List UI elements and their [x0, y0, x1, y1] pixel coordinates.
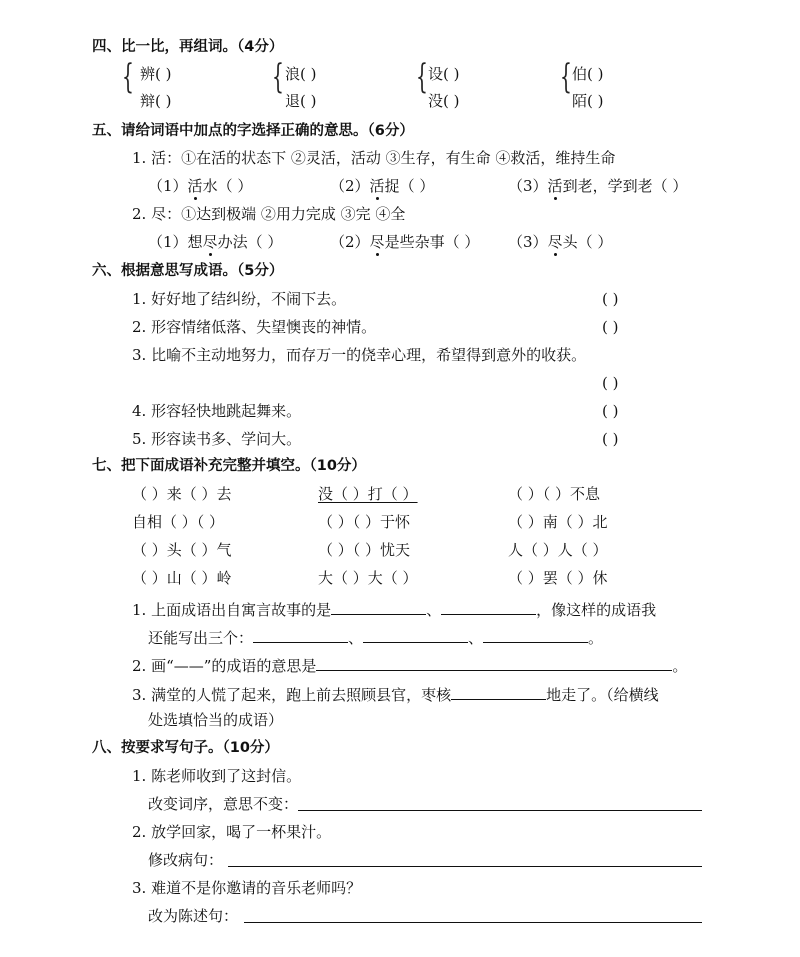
- answer-line-2[interactable]: [228, 866, 702, 867]
- idiom-8[interactable]: （ ）（ ）忧天: [318, 541, 411, 559]
- q1-item-1[interactable]: （1）活水（ ）: [148, 177, 253, 195]
- idiom-10[interactable]: （ ）山（ ）岭: [132, 569, 232, 587]
- answer-blank[interactable]: [483, 628, 588, 643]
- pair-4-top[interactable]: 伯( ): [572, 65, 604, 83]
- s6-item-3: 3. 比喻不主动地努力，而存万一的侥幸心理，希望得到意外的收获。: [132, 346, 587, 364]
- pair-2-top[interactable]: 浪( ): [285, 65, 317, 83]
- pair-3-top[interactable]: 设( ): [428, 65, 460, 83]
- s6-item-5: 5. 形容读书多、学问大。: [132, 430, 302, 448]
- idiom-4[interactable]: 自相（ ）（ ）: [132, 513, 225, 531]
- s6-item-1: 1. 好好地了结纠纷，不闹下去。: [132, 290, 347, 308]
- s7-q1-line2: 还能写出三个： 、 、 。: [148, 629, 604, 647]
- idiom-9[interactable]: 人（ ）人（ ）: [508, 541, 608, 559]
- emphasis-dot: 活: [187, 177, 203, 195]
- pair-1-bottom[interactable]: 辩( ): [140, 92, 172, 110]
- answer-line-1[interactable]: [298, 810, 702, 811]
- brace-icon: {: [272, 57, 284, 97]
- s6-answer-5[interactable]: ( ): [602, 430, 619, 448]
- q2-item-3[interactable]: （3）尽头（ ）: [508, 233, 613, 251]
- idiom-5[interactable]: （ ）（ ）于怀: [318, 513, 411, 531]
- q2-item-1[interactable]: （1）想尽办法（ ）: [148, 233, 283, 251]
- s6-answer-1[interactable]: ( ): [602, 290, 619, 308]
- idiom-3[interactable]: （ ）（ ）不息: [508, 485, 601, 503]
- s7-q3-line2: 处选填恰当的成语）: [148, 711, 284, 729]
- idiom-2[interactable]: 没（ ）打（ ）: [318, 485, 418, 503]
- brace-icon: {: [416, 57, 428, 97]
- section-4-title: 四、比一比，再组词。（4分）: [92, 39, 284, 55]
- brace-icon: {: [560, 57, 572, 97]
- answer-blank[interactable]: [253, 628, 348, 643]
- s8-sentence-3: 3. 难道不是你邀请的音乐老师吗？: [132, 879, 362, 897]
- q1-item-3[interactable]: （3）活到老，学到老（ ）: [508, 177, 688, 195]
- emphasis-dot: 尽: [547, 233, 563, 251]
- s6-answer-2[interactable]: ( ): [602, 318, 619, 336]
- pair-4-bottom[interactable]: 陌( ): [572, 92, 604, 110]
- s8-sentence-2: 2. 放学回家，喝了一杯果汁。: [132, 823, 332, 841]
- pair-3-bottom[interactable]: 没( ): [428, 92, 460, 110]
- s7-q3-line1: 3. 满堂的人慌了起来，跑上前去照顾县官，枣核 地走了。（给横线: [132, 686, 659, 704]
- answer-blank[interactable]: [441, 600, 536, 615]
- section-7-title: 七、把下面成语补充完整并填空。（10分）: [92, 458, 366, 474]
- s7-q2: 2. 画“——”的成语的意思是 。: [132, 657, 688, 675]
- idiom-12[interactable]: （ ）罢（ ）休: [508, 569, 608, 587]
- s7-q1-line1: 1. 上面成语出自寓言故事的是 、 ，像这样的成语我: [132, 601, 657, 619]
- q1-item-2[interactable]: （2）活捉（ ）: [330, 177, 435, 195]
- s8-task-2: 修改病句：: [148, 851, 224, 869]
- section-6-title: 六、根据意思写成语。（5分）: [92, 263, 284, 279]
- emphasis-dot: 活: [369, 177, 385, 195]
- idiom-1[interactable]: （ ）来（ ）去: [132, 485, 232, 503]
- q2-item-2[interactable]: （2）尽是些杂事（ ）: [330, 233, 480, 251]
- emphasis-dot: 活: [547, 177, 563, 195]
- q1-head: 1. 活：①在活的状态下 ②灵活，活动 ③生存，有生命 ④救活，维持生命: [132, 149, 616, 167]
- emphasis-dot: 尽: [369, 233, 385, 251]
- pair-2-bottom[interactable]: 退( ): [285, 92, 317, 110]
- brace-icon: {: [122, 57, 134, 97]
- section-5-title: 五、请给词语中加点的字选择正确的意思。（6分）: [92, 123, 414, 139]
- idiom-7[interactable]: （ ）头（ ）气: [132, 541, 232, 559]
- q2-head: 2. 尽：①达到极端 ②用力完成 ③完 ④全: [132, 205, 406, 223]
- idiom-11[interactable]: 大（ ）大（ ）: [318, 569, 418, 587]
- answer-blank[interactable]: [331, 600, 426, 615]
- s6-answer-4[interactable]: ( ): [602, 402, 619, 420]
- pair-1-top[interactable]: 辨( ): [140, 65, 172, 83]
- s8-task-1: 改变词序，意思不变：: [148, 795, 299, 813]
- s6-answer-3[interactable]: ( ): [602, 374, 619, 392]
- answer-blank[interactable]: [316, 656, 672, 671]
- q1-meanings: ①在活的状态下 ②灵活，活动 ③生存，有生命 ④救活，维持生命: [181, 149, 616, 167]
- s6-item-2: 2. 形容情绪低落、失望懊丧的神情。: [132, 318, 377, 336]
- section-8-title: 八、按要求写句子。（10分）: [92, 740, 279, 756]
- s8-task-3: 改为陈述句：: [148, 907, 239, 925]
- answer-line-3[interactable]: [244, 922, 702, 923]
- answer-blank[interactable]: [363, 628, 468, 643]
- answer-blank[interactable]: [451, 685, 546, 700]
- s8-sentence-1: 1. 陈老师收到了这封信。: [132, 767, 302, 785]
- q2-meanings: ①达到极端 ②用力完成 ③完 ④全: [181, 205, 406, 223]
- idiom-6[interactable]: （ ）南（ ）北: [508, 513, 608, 531]
- s6-item-4: 4. 形容轻快地跳起舞来。: [132, 402, 302, 420]
- emphasis-dot: 尽: [202, 233, 218, 251]
